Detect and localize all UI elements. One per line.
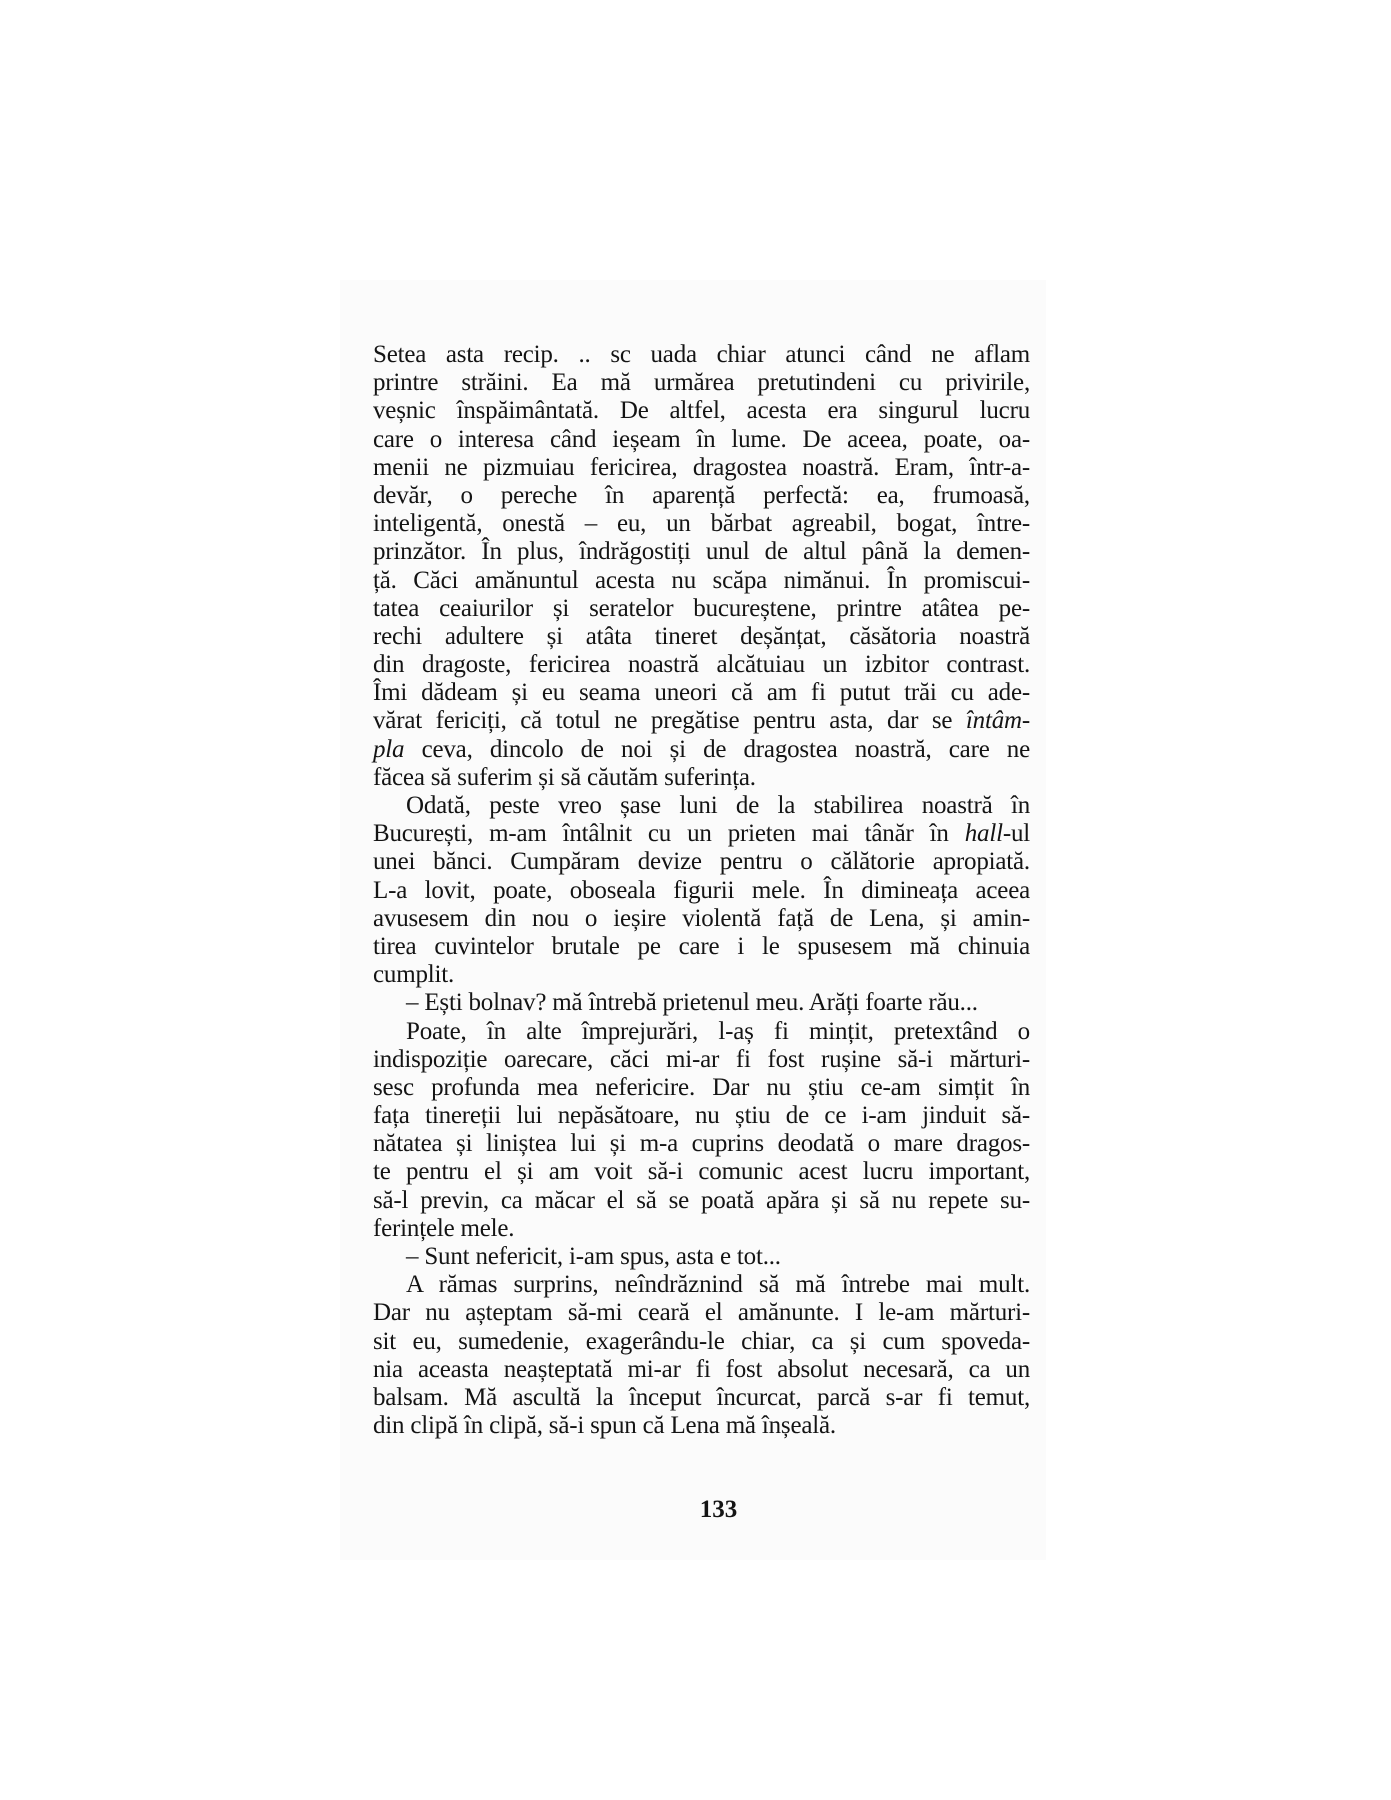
italic-text: pla bbox=[373, 735, 405, 763]
text-segment: Odată, peste vreo șase luni de la stabilirea noastră în bbox=[406, 792, 1030, 819]
text-segment: -ul bbox=[1002, 820, 1030, 848]
text-segment: să-l previn, ca măcar el să se poată apăra și să nu repete su- bbox=[373, 1186, 1030, 1214]
text-line bbox=[373, 1130, 1030, 1158]
text-line bbox=[373, 933, 1030, 961]
text-segment: – Ești bolnav? mă întrebă prietenul meu. Arăți foarte rău... bbox=[406, 989, 978, 1017]
text-segment: indispoziție oarecare, căci mi-ar fi fost rușine să-i mărturi- bbox=[373, 1045, 1030, 1073]
text-line bbox=[373, 877, 1030, 905]
text-line bbox=[373, 707, 1030, 735]
text-segment: cumplit. bbox=[373, 961, 455, 989]
text-line bbox=[373, 1102, 1030, 1130]
text-segment: din clipă în clipă, să-i spun că Lena mă înșeală. bbox=[373, 1412, 836, 1440]
text-line bbox=[373, 792, 1030, 820]
text-segment: sesc profunda mea nefericire. Dar nu știu ce-am simțit în bbox=[373, 1073, 1030, 1101]
text-line bbox=[373, 426, 1030, 454]
text-segment: vărat fericiți, că totul ne pregătise pentru asta, dar se bbox=[373, 707, 966, 735]
text-segment: fața tinereții lui nepăsătoare, nu știu de ce i-am jinduit să- bbox=[373, 1102, 1030, 1130]
text-line bbox=[373, 1215, 1030, 1243]
text-segment: ferințele mele. bbox=[373, 1214, 515, 1242]
text-line bbox=[373, 1356, 1030, 1384]
text-line bbox=[373, 905, 1030, 933]
text-segment: te pentru el și am voit să-i comunic acest lucru important, bbox=[373, 1158, 1030, 1186]
text-segment: tirea cuvintelor brutale pe care i le spusesem mă chinuia bbox=[373, 932, 1030, 960]
text-segment: Setea asta recip. .. sc uada chiar atunci când ne aflam bbox=[373, 341, 1030, 368]
text-segment: devăr, o pereche în aparență perfectă: ea, frumoasă, bbox=[373, 481, 1030, 509]
text-line bbox=[373, 679, 1030, 707]
body-text bbox=[373, 341, 1030, 1440]
text-line bbox=[373, 567, 1030, 595]
text-line bbox=[373, 1271, 1030, 1299]
text-segment: nia aceasta neașteptată mi-ar fi fost absolut necesară, ca un bbox=[373, 1355, 1030, 1383]
text-segment: ță. Căci amănuntul acesta nu scăpa nimănui. În promiscui- bbox=[373, 566, 1030, 594]
text-segment: sit eu, sumedenie, exagerându-le chiar, ca și cum spoveda- bbox=[373, 1327, 1030, 1355]
italic-text: întâm- bbox=[965, 707, 1030, 735]
text-segment: veșnic înspăimântată. De altfel, acesta era singurul lucru bbox=[373, 397, 1030, 425]
text-line bbox=[373, 651, 1030, 679]
text-segment: tatea ceaiurilor și seratelor bucureștene, printre atâtea pe- bbox=[373, 594, 1030, 622]
text-line bbox=[373, 1299, 1030, 1327]
text-segment: Poate, în alte împrejurări, l-aș fi mințit, pretextând o bbox=[406, 1017, 1030, 1045]
page-number: 133 bbox=[699, 1496, 738, 1523]
italic-text: hall bbox=[964, 820, 1003, 848]
text-segment: menii ne pizmuiau fericirea, dragostea noastră. Eram, într-a- bbox=[373, 453, 1030, 481]
text-segment: printre străini. Ea mă urmărea pretutindeni cu privirile, bbox=[373, 369, 1030, 397]
text-line bbox=[373, 623, 1030, 651]
text-line bbox=[373, 1046, 1030, 1074]
text-line bbox=[373, 454, 1030, 482]
text-segment: avusesem din nou o ieșire violentă față de Lena, și amin- bbox=[373, 904, 1030, 932]
text-segment: balsam. Mă ascultă la început încurcat, parcă s-ar fi temut, bbox=[373, 1383, 1030, 1411]
text-segment: București, m-am întâlnit cu un prieten mai tânăr în bbox=[373, 820, 965, 848]
text-line bbox=[373, 369, 1030, 397]
text-line bbox=[373, 397, 1030, 425]
text-segment: din dragoste, fericirea noastră alcătuiau un izbitor contrast. bbox=[373, 651, 1030, 679]
text-segment: – Sunt nefericit, i-am spus, asta e tot... bbox=[406, 1243, 781, 1270]
text-line bbox=[373, 538, 1030, 566]
text-line bbox=[373, 764, 1030, 792]
text-line bbox=[373, 341, 1030, 369]
text-segment: făcea să suferim și să căutăm suferința. bbox=[373, 763, 756, 791]
text-segment: Dar nu așteptam să-mi ceară el amănunte. I le-am mărturi- bbox=[373, 1299, 1030, 1327]
text-line bbox=[373, 510, 1030, 538]
text-line bbox=[373, 736, 1030, 764]
text-line bbox=[373, 961, 1030, 989]
text-segment: L-a lovit, poate, oboseala figurii mele. În dimineața aceea bbox=[373, 876, 1030, 904]
text-line bbox=[373, 1158, 1030, 1186]
text-segment: unei bănci. Cumpăram devize pentru o călătorie apropiată. bbox=[373, 848, 1030, 876]
text-line bbox=[373, 482, 1030, 510]
text-segment: prinzător. În plus, îndrăgostiți unul de altul până la demen- bbox=[373, 538, 1030, 566]
text-segment: nătatea și liniștea lui și m-a cuprins deodată o mare dragos- bbox=[373, 1130, 1030, 1158]
text-line bbox=[373, 595, 1030, 623]
text-line bbox=[373, 1412, 1030, 1440]
text-line bbox=[373, 1328, 1030, 1356]
text-line bbox=[373, 1384, 1030, 1412]
text-line bbox=[373, 1074, 1030, 1102]
text-segment: A rămas surprins, neîndrăznind să mă întrebe mai mult. bbox=[406, 1271, 1030, 1299]
text-segment: ceva, dincolo de noi și de dragostea noastră, care ne bbox=[404, 735, 1030, 763]
text-segment: rechi adultere și atâta tineret deșănțat, căsătoria noastră bbox=[373, 622, 1030, 650]
text-segment: inteligentă, onestă – eu, un bărbat agreabil, bogat, între- bbox=[373, 510, 1030, 538]
text-line bbox=[373, 1243, 1030, 1271]
text-segment: care o interesa când ieșeam în lume. De aceea, poate, oa- bbox=[373, 425, 1030, 453]
text-segment: Îmi dădeam și eu seama uneori că am fi putut trăi cu ade- bbox=[373, 679, 1030, 707]
text-line bbox=[373, 989, 1030, 1017]
text-line bbox=[373, 848, 1030, 876]
text-line bbox=[373, 1018, 1030, 1046]
text-line bbox=[373, 1187, 1030, 1215]
text-line bbox=[373, 820, 1030, 848]
